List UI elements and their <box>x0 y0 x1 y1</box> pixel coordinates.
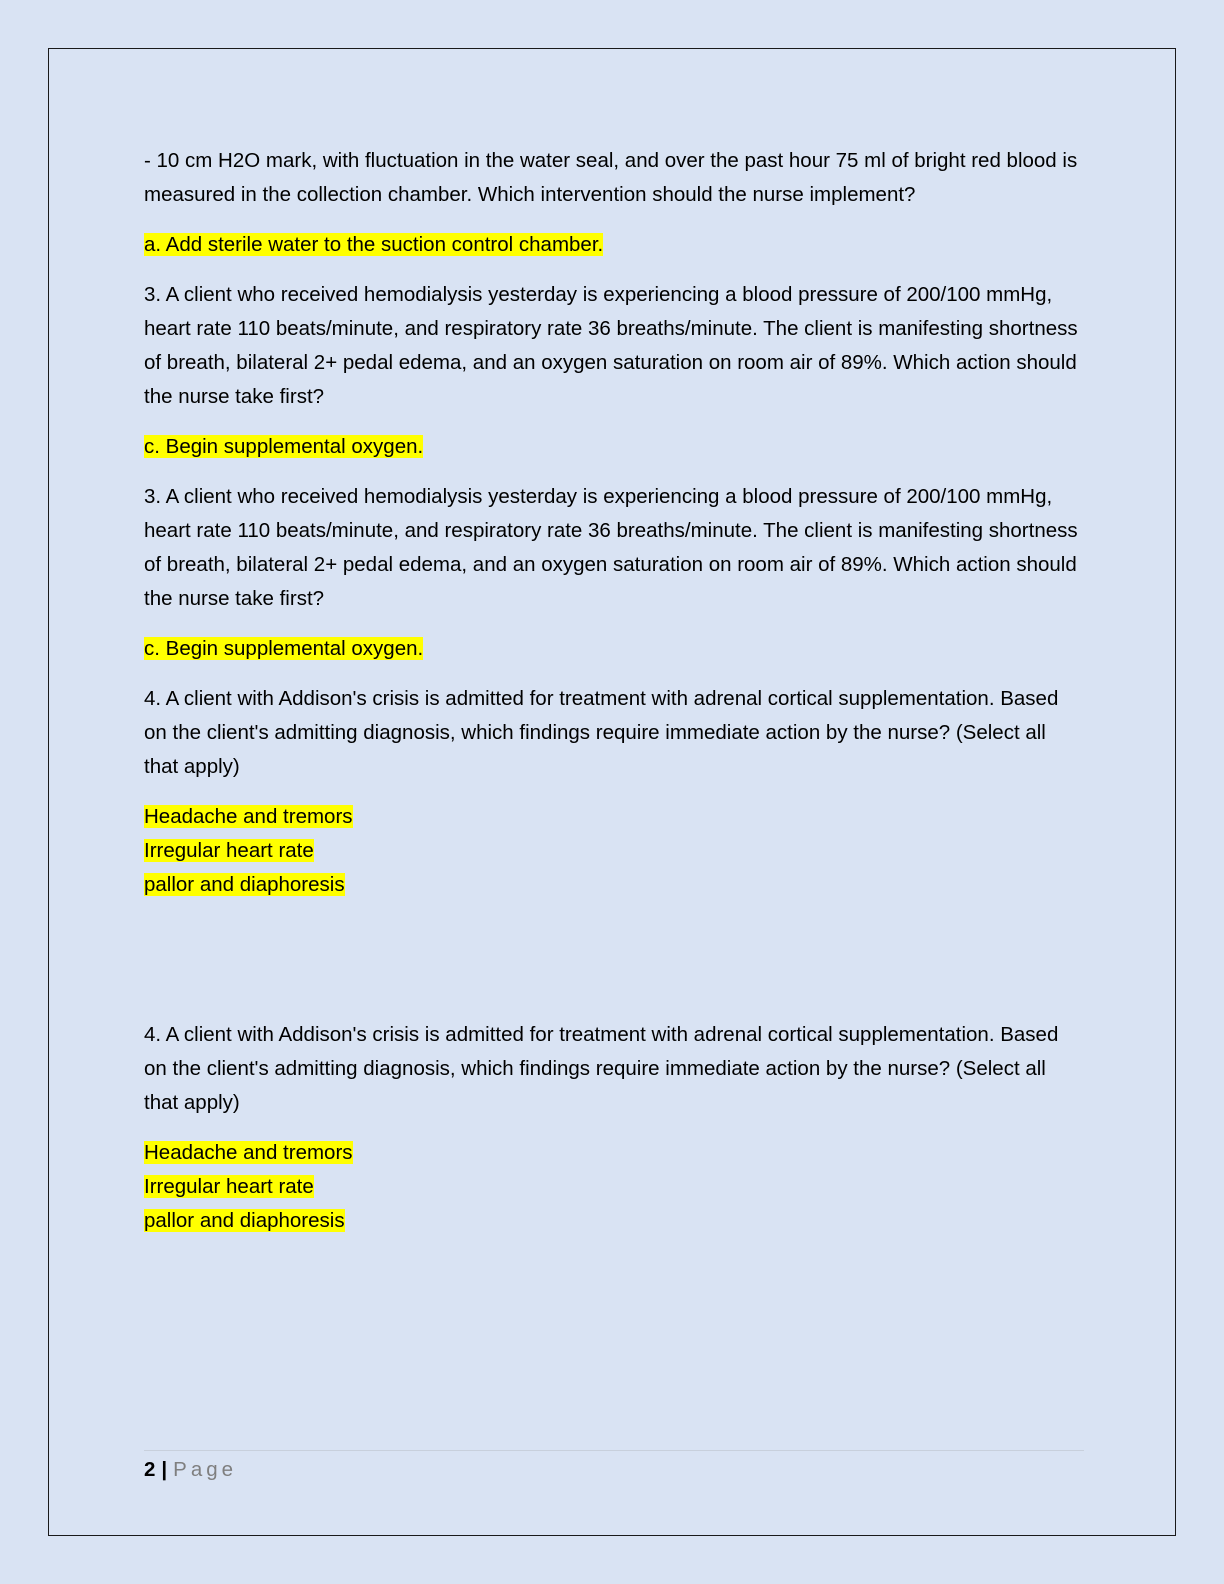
answer-3-repeat-highlight: c. Begin supplemental oxygen. <box>144 637 424 660</box>
question-3: 3. A client who received hemodialysis yesterday is experiencing a blood pressure of 200/100 mmHg, heart rate 110 beats/minute, and respiratory rate 36 breaths/minute. The client is manifesting shortness of breath, bilateral 2+ pedal edema, and an oxygen saturation on room air of 89%. Which action should the nurse take first? <box>144 283 1078 408</box>
blank-space <box>144 918 1079 1018</box>
page-footer <box>144 1455 237 1485</box>
answer-4-repeat-item: pallor and diaphoresis <box>144 1209 345 1232</box>
question-4: 4. A client with Addison's crisis is admitted for treatment with adrenal cortical supplementation. Based on the client's admitting diagnosis, which findings require immediate action by the nurse? (Select all that apply) <box>144 687 1059 778</box>
answer-4-item: Irregular heart rate <box>144 839 314 862</box>
answer-3-highlight: c. Begin supplemental oxygen. <box>144 435 424 458</box>
answer-4-item: pallor and diaphoresis <box>144 873 345 896</box>
answer-4-repeat-item: Headache and tremors <box>144 1141 353 1164</box>
answer-4-item: Headache and tremors <box>144 805 353 828</box>
page-label: Page <box>173 1458 238 1481</box>
answer-2-highlight: a. Add sterile water to the suction control chamber. <box>144 233 604 256</box>
answer-3 <box>144 430 1079 464</box>
document-body <box>144 144 1079 1254</box>
page-number: 2 <box>144 1458 156 1481</box>
footer-divider <box>144 1450 1084 1451</box>
answer-4-repeat-item: Irregular heart rate <box>144 1175 314 1198</box>
answer-4-list <box>144 800 1079 902</box>
question-3-repeat: 3. A client who received hemodialysis yesterday is experiencing a blood pressure of 200/100 mmHg, heart rate 110 beats/minute, and respiratory rate 36 breaths/minute. The client is manifesting shortness of breath, bilateral 2+ pedal edema, and an oxygen saturation on room air of 89%. Which action should the nurse take first? <box>144 485 1078 610</box>
answer-2 <box>144 228 1079 262</box>
answer-3-repeat <box>144 632 1079 666</box>
question-4-repeat: 4. A client with Addison's crisis is admitted for treatment with adrenal cortical supplementation. Based on the client's admitting diagnosis, which findings require immediate action by the nurse? (Select all that apply) <box>144 1023 1059 1114</box>
answer-4-repeat-list <box>144 1136 1079 1238</box>
question-2-continuation: - 10 cm H2O mark, with fluctuation in the water seal, and over the past hour 75 ml of bright red blood is measured in the collection chamber. Which intervention should the nurse implement? <box>144 149 1078 206</box>
footer-separator: | <box>161 1458 168 1481</box>
